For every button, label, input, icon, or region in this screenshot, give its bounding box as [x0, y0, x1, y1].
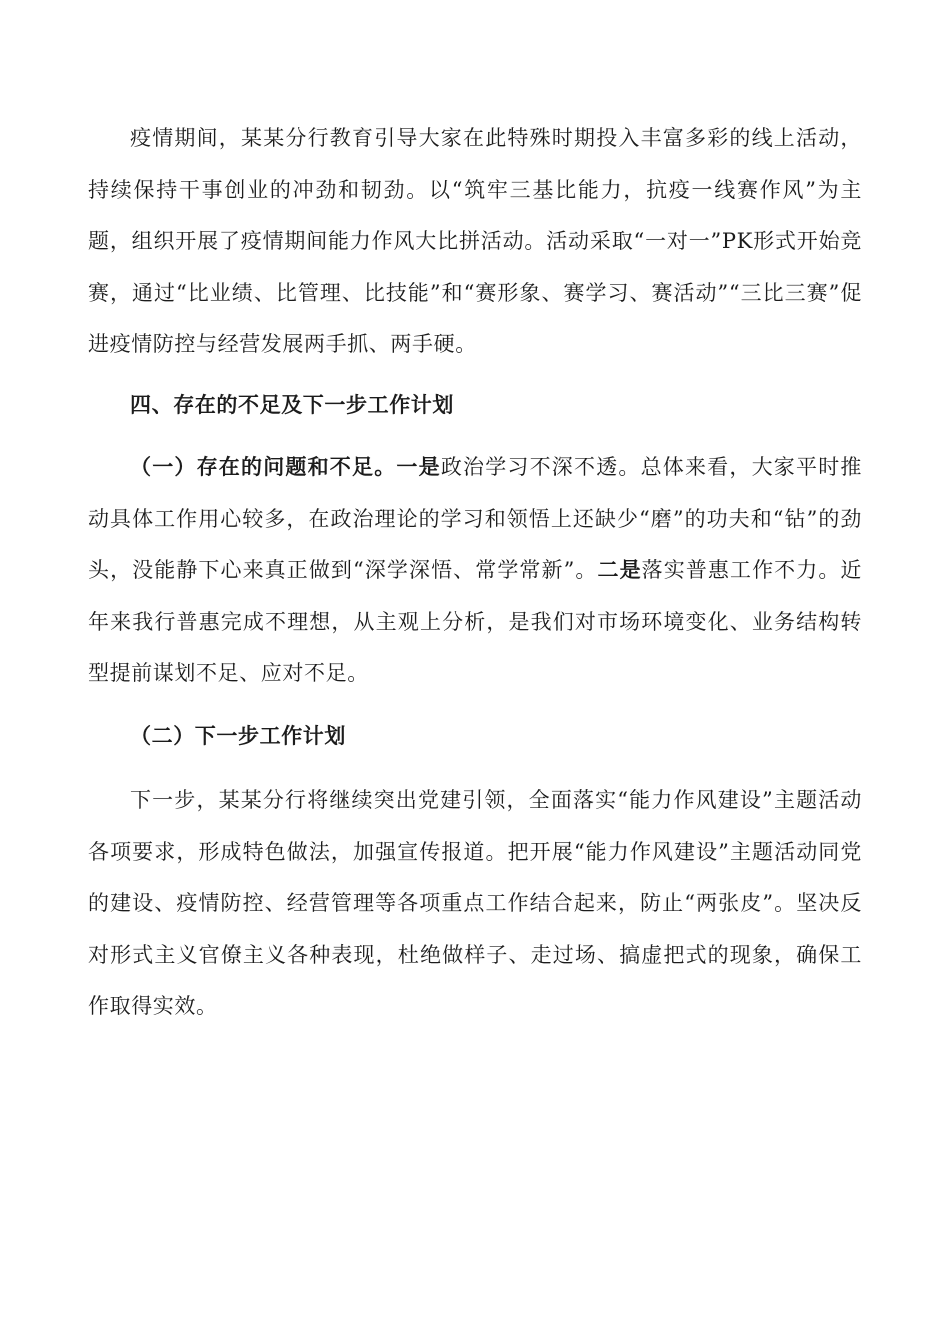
paragraph-activities: 疫情期间，某某分行教育引导大家在此特殊时期投入丰富多彩的线上活动，持续保持干事创业的冲劲和韧劲。以“筑牢三基比能力，抗疫一线赛作风”为主题，组织开展了疫情期间能力作风大比拼活动。活动采取“一对一”PK形式开始竞赛，通过“比业绩、比管理、比技能”和“赛形象、赛学习、赛活动”“三比三赛”促进疫情防控与经营发展两手抓、两手硬。: [88, 126, 862, 356]
subsection-heading-next-plan: （二）下一步工作计划: [130, 723, 346, 748]
section-heading-shortcomings-plan: 四、存在的不足及下一步工作计划: [130, 392, 454, 417]
subsection-heading-problems: （一）存在的问题和不足。: [130, 455, 397, 479]
document-body: [88, 113, 862, 1033]
paragraph-next-steps: 下一步，某某分行将继续突出党建引领，全面落实“能力作风建设”主题活动各项要求，形成特色做法，加强宣传报道。把开展“能力作风建设”主题活动同党的建设、疫情防控、经营管理等各项重点工作结合起来，防止“两张皮”。坚决反对形式主义官僚主义各种表现，杜绝做样子、走过场、搞虚把式的现象，确保工作取得实效。: [88, 788, 862, 1018]
point-1-text: 政治学习不深不透。总体来看，大家平时推动具体工作用心较多，在政治理论的学习和领悟上还缺少“磨”的功夫和“钻”的劲头，没能静下心来真正做到“深学深悟、常学常新”。: [88, 455, 863, 582]
point-2-label: 二是: [597, 558, 642, 582]
point-2-text: 落实普惠工作不力。近年来我行普惠完成不理想，从主观上分析，是我们对市场环境变化、业务结构转型提前谋划不足、应对不足。: [88, 558, 863, 685]
point-1-label: 一是: [396, 455, 441, 479]
paragraph-problems: [88, 442, 862, 700]
